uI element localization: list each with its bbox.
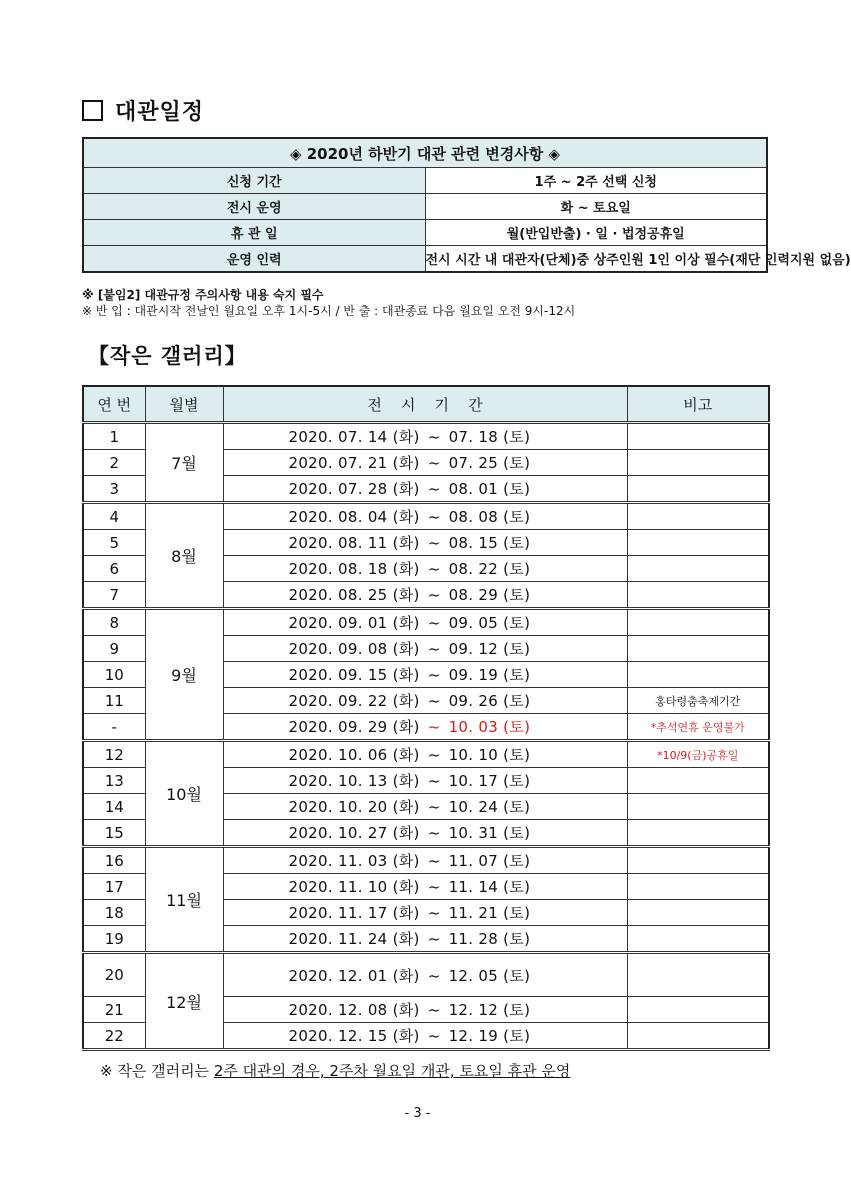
change-value: 화 ~ 토요일	[425, 194, 767, 220]
row-no: 14	[83, 794, 145, 820]
period-start: 2020. 12. 15 (화)	[288, 1027, 420, 1045]
period-end: 09. 19 (토)	[448, 666, 531, 684]
period-tilde: ~	[427, 508, 441, 526]
row-month: 9월	[145, 609, 223, 741]
row-period	[223, 794, 627, 820]
period-end: 10. 10 (토)	[448, 746, 531, 764]
row-no: 18	[83, 900, 145, 926]
period-end: 09. 12 (토)	[448, 640, 531, 658]
row-no: 15	[83, 820, 145, 847]
change-label: 휴 관 일	[83, 220, 425, 246]
row-period	[223, 714, 627, 741]
row-period	[223, 476, 627, 503]
change-label: 전시 운영	[83, 194, 425, 220]
period-start: 2020. 07. 14 (화)	[288, 428, 420, 446]
row-month: 11월	[145, 847, 223, 953]
period-start: 2020. 08. 18 (화)	[288, 560, 420, 578]
row-remark	[627, 820, 769, 847]
row-remark: *추석연휴 운영불가	[627, 714, 769, 741]
change-value: 전시 시간 내 대관자(단체)중 상주인원 1인 이상 필수(재단 인력지원 없음)	[425, 246, 767, 273]
row-no: 12	[83, 741, 145, 768]
period-tilde: ~	[427, 614, 441, 632]
row-no: 10	[83, 662, 145, 688]
row-no: 5	[83, 530, 145, 556]
period-end: 10. 31 (토)	[448, 824, 531, 842]
period-end: 11. 28 (토)	[448, 930, 531, 948]
period-end: 12. 12 (토)	[448, 1001, 531, 1019]
row-period	[223, 847, 627, 874]
period-start: 2020. 07. 28 (화)	[288, 480, 420, 498]
period-start: 2020. 12. 01 (화)	[288, 966, 420, 985]
row-month: 8월	[145, 503, 223, 609]
row-remark	[627, 582, 769, 609]
row-period	[223, 450, 627, 476]
row-remark	[627, 423, 769, 450]
row-remark	[627, 926, 769, 953]
period-start: 2020. 11. 10 (화)	[288, 878, 420, 896]
period-tilde: ~	[427, 904, 441, 922]
row-period	[223, 953, 627, 997]
page-number: - 3 -	[404, 1106, 431, 1121]
period-start: 2020. 10. 06 (화)	[288, 746, 420, 764]
schedule-body	[83, 423, 769, 1050]
header-remark: 비고	[627, 386, 769, 423]
schedule-table	[82, 385, 770, 1051]
period-start: 2020. 08. 25 (화)	[288, 586, 420, 604]
row-period	[223, 900, 627, 926]
period-start: 2020. 10. 20 (화)	[288, 798, 420, 816]
period-end: 08. 08 (토)	[448, 508, 531, 526]
period-tilde: ~	[427, 586, 441, 604]
period-tilde: ~	[427, 560, 441, 578]
row-no: 8	[83, 609, 145, 636]
period-tilde: ~	[427, 640, 441, 658]
schedule-row	[83, 609, 769, 636]
period-tilde: ~	[427, 798, 441, 816]
header-period: 전 시 기 간	[223, 386, 627, 423]
period-tilde: ~	[427, 692, 441, 710]
row-remark	[627, 503, 769, 530]
row-remark	[627, 530, 769, 556]
row-month: 12월	[145, 953, 223, 1050]
row-remark	[627, 768, 769, 794]
row-remark	[627, 476, 769, 503]
period-tilde: ~	[427, 480, 441, 498]
period-end: 07. 18 (토)	[448, 428, 531, 446]
footnote-underlined: 2주 대관의 경우, 2주차 월요일 개관, 토요일 휴관 운영	[213, 1062, 571, 1080]
header-month: 월별	[145, 386, 223, 423]
checkbox-square-icon	[82, 100, 103, 121]
period-start: 2020. 08. 11 (화)	[288, 534, 420, 552]
row-no: 3	[83, 476, 145, 503]
row-month: 10월	[145, 741, 223, 847]
row-remark	[627, 953, 769, 997]
row-period	[223, 1023, 627, 1050]
period-start: 2020. 10. 27 (화)	[288, 824, 420, 842]
period-tilde: ~	[427, 666, 441, 684]
header-no: 연 번	[83, 386, 145, 423]
period-end: 12. 05 (토)	[448, 966, 531, 985]
period-end: 09. 05 (토)	[448, 614, 531, 632]
period-tilde: ~	[427, 1027, 441, 1045]
row-period	[223, 556, 627, 582]
period-end: 10. 17 (토)	[448, 772, 531, 790]
period-end: 10. 24 (토)	[448, 798, 531, 816]
row-remark	[627, 847, 769, 874]
period-end: 11. 14 (토)	[448, 878, 531, 896]
row-period	[223, 874, 627, 900]
section-heading	[82, 95, 204, 126]
period-end: 08. 15 (토)	[448, 534, 531, 552]
period-tilde: ~	[427, 718, 441, 736]
change-summary-table	[82, 137, 851, 273]
schedule-row	[83, 503, 769, 530]
row-period	[223, 741, 627, 768]
row-no: -	[83, 714, 145, 741]
change-label: 신청 기간	[83, 168, 425, 194]
change-value: 월(반입반출) · 일 · 법정공휴일	[425, 220, 767, 246]
row-no: 13	[83, 768, 145, 794]
row-period	[223, 530, 627, 556]
note-line: ※ 반 입 : 대관시작 전날인 월요일 오후 1시-5시 / 반 출 : 대관종료 다음 월요일 오전 9시-12시	[82, 304, 576, 318]
row-period	[223, 423, 627, 450]
period-start: 2020. 09. 22 (화)	[288, 692, 420, 710]
row-remark	[627, 636, 769, 662]
schedule-row	[83, 741, 769, 768]
period-start: 2020. 09. 08 (화)	[288, 640, 420, 658]
row-remark	[627, 1023, 769, 1050]
period-start: 2020. 08. 04 (화)	[288, 508, 420, 526]
row-remark: *10/9(금)공휴일	[627, 741, 769, 768]
schedule-row	[83, 953, 769, 997]
period-tilde: ~	[427, 966, 441, 985]
period-start: 2020. 09. 29 (화)	[288, 718, 420, 736]
row-remark	[627, 662, 769, 688]
row-remark	[627, 900, 769, 926]
row-no: 4	[83, 503, 145, 530]
row-no: 17	[83, 874, 145, 900]
row-period	[223, 609, 627, 636]
period-end: 11. 07 (토)	[448, 852, 531, 870]
row-remark	[627, 794, 769, 820]
footnote-prefix: ※ 작은 갤러리는	[100, 1062, 214, 1080]
row-remark	[627, 874, 769, 900]
row-no: 16	[83, 847, 145, 874]
period-tilde: ~	[427, 930, 441, 948]
period-end: 08. 22 (토)	[448, 560, 531, 578]
row-period	[223, 820, 627, 847]
row-no: 6	[83, 556, 145, 582]
row-period	[223, 662, 627, 688]
footnote	[100, 1060, 570, 1081]
row-period	[223, 926, 627, 953]
row-remark	[627, 609, 769, 636]
change-value: 1주 ~ 2주 선택 신청	[425, 168, 767, 194]
row-remark: 홍타령춤축제기간	[627, 688, 769, 714]
period-start: 2020. 11. 17 (화)	[288, 904, 420, 922]
period-end: 08. 01 (토)	[448, 480, 531, 498]
row-no: 19	[83, 926, 145, 953]
period-tilde: ~	[427, 534, 441, 552]
row-no: 7	[83, 582, 145, 609]
period-tilde: ~	[427, 454, 441, 472]
period-end: 10. 03 (토)	[448, 718, 531, 736]
section-heading-text: 대관일정	[115, 100, 205, 125]
period-start: 2020. 09. 01 (화)	[288, 614, 420, 632]
period-start: 2020. 09. 15 (화)	[288, 666, 420, 684]
row-no: 21	[83, 997, 145, 1023]
row-month: 7월	[145, 423, 223, 503]
period-start: 2020. 10. 13 (화)	[288, 772, 420, 790]
gallery-title: 【작은 갤러리】	[88, 344, 247, 368]
period-end: 12. 19 (토)	[448, 1027, 531, 1045]
change-label: 운영 인력	[83, 246, 425, 273]
change-table-title: ◈ 2020년 하반기 대관 관련 변경사항 ◈	[83, 138, 767, 168]
period-start: 2020. 07. 21 (화)	[288, 454, 420, 472]
row-no: 2	[83, 450, 145, 476]
row-remark	[627, 450, 769, 476]
row-remark	[627, 556, 769, 582]
row-no: 1	[83, 423, 145, 450]
period-end: 08. 29 (토)	[448, 586, 531, 604]
row-period	[223, 636, 627, 662]
period-tilde: ~	[427, 772, 441, 790]
note-line: ※ [붙임2] 대관규정 주의사항 내용 숙지 필수	[82, 288, 324, 302]
period-tilde: ~	[427, 1001, 441, 1019]
period-start: 2020. 12. 08 (화)	[288, 1001, 420, 1019]
period-end: 07. 25 (토)	[448, 454, 531, 472]
row-no: 11	[83, 688, 145, 714]
notes	[82, 287, 575, 319]
row-period	[223, 582, 627, 609]
period-tilde: ~	[427, 878, 441, 896]
period-end: 09. 26 (토)	[448, 692, 531, 710]
period-tilde: ~	[427, 824, 441, 842]
schedule-row	[83, 423, 769, 450]
row-period	[223, 503, 627, 530]
row-period	[223, 768, 627, 794]
period-tilde: ~	[427, 746, 441, 764]
row-remark	[627, 997, 769, 1023]
period-start: 2020. 11. 03 (화)	[288, 852, 420, 870]
period-tilde: ~	[427, 852, 441, 870]
row-no: 22	[83, 1023, 145, 1050]
row-period	[223, 688, 627, 714]
period-tilde: ~	[427, 428, 441, 446]
row-no: 20	[83, 953, 145, 997]
period-end: 11. 21 (토)	[448, 904, 531, 922]
row-no: 9	[83, 636, 145, 662]
period-start: 2020. 11. 24 (화)	[288, 930, 420, 948]
row-period	[223, 997, 627, 1023]
schedule-row	[83, 847, 769, 874]
